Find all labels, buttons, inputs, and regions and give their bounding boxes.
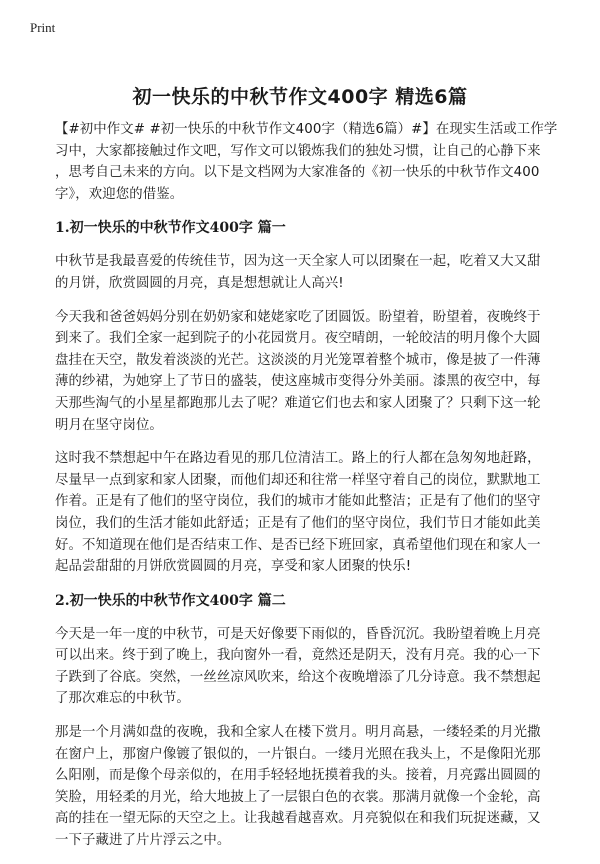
- section-heading: 1.初一快乐的中秋节作文400字 篇一: [55, 220, 286, 237]
- paragraph-line: 这时我不禁想起中午在路边看见的那几位清洁工。路上的行人都在急匆匆地赶路，: [55, 451, 541, 467]
- paragraph-line: 中秋节是我最喜爱的传统佳节，因为这一天全家人可以团聚在一起，吃着又大又甜: [55, 254, 541, 270]
- section-heading: 2.初一快乐的中秋节作文400字 篇二: [55, 592, 286, 609]
- paragraph-line: 了那次难忘的中秋节。: [55, 691, 190, 707]
- paragraph-line: 笑脸，用轻柔的月光，给大地披上了一层银白色的衣裳。那满月就像一个金轮，高: [55, 789, 541, 805]
- paragraph-line: 那是一个月满如盘的夜晚，我和全家人在楼下赏月。明月高悬，一缕轻柔的月光撒: [55, 725, 541, 741]
- paragraph-line: 起品尝甜甜的月饼欣赏圆圆的月亮，享受和家人团聚的快乐!: [55, 559, 412, 575]
- document-body: [55, 119, 558, 864]
- paragraph-line: 么阳刚，而是像个母亲似的，在用手轻轻地抚摸着我的头。接着，月亮露出圆圆的: [55, 768, 541, 784]
- paragraph-line: 子跌到了谷底。突然，一丝丝凉风吹来，给这个夜晚增添了几分诗意。我不禁想起: [55, 669, 541, 685]
- paragraph-line: 的月饼，欣赏圆圆的月亮，真是想想就让人高兴!: [55, 275, 344, 291]
- paragraph: [55, 119, 558, 205]
- paragraph-line: ，思考自己未来的方向。以下是文档网为大家准备的《初一快乐的中秋节作文400: [55, 165, 540, 181]
- paragraph-line: 一下子藏进了片片浮云之中。: [55, 833, 231, 849]
- paragraph-line: 今天是一年一度的中秋节，可是天好像要下雨似的，昏昏沉沉。我盼望着晚上月亮: [55, 626, 541, 642]
- paragraph-line: 字》，欢迎您的借鉴。: [55, 186, 184, 202]
- paragraph: [55, 307, 555, 437]
- paragraph-line: 明月在坚守岗位。: [55, 417, 163, 433]
- paragraph: [55, 251, 555, 294]
- paragraph-line: 天那些淘气的小星星都跑那儿去了呢？难道它们也去和家人团聚了？只剩下这一轮: [55, 395, 541, 411]
- paragraph-line: 在窗户上，那窗户像镀了银似的，一片银白。一缕月光照在我头上，不是像阳光那: [55, 746, 541, 762]
- paragraph-line: 今天我和爸爸妈妈分别在奶奶家和姥姥家吃了团圆饭。盼望着，盼望着，夜晚终于: [55, 309, 541, 325]
- paragraph-line: 习中，大家都接触过作文吧，写作文可以锻炼我们的独处习惯，让自己的心静下来: [55, 143, 541, 159]
- paragraph-line: 可以出来。终于到了晚上，我向窗外一看，竟然还是阴天，没有月亮。我的心一下: [55, 648, 541, 664]
- paragraph-line: 高的挂在一望无际的天空之上。让我越看越喜欢。月亮貌似在和我们玩捉迷藏，又: [55, 811, 541, 827]
- paragraph-line: 作着。正是有了他们的坚守岗位，我们的城市才能如此整洁；正是有了他们的坚守: [55, 494, 541, 510]
- paragraph: [55, 448, 555, 578]
- paragraph-line: 【#初中作文# #初一快乐的中秋节作文400字（精选6篇）#】在现实生活或工作学: [55, 122, 558, 137]
- paragraph-line: 盘挂在天空，散发着淡淡的光芒。这淡淡的月光笼罩着整个城市，像是披了一件薄: [55, 352, 541, 368]
- paragraph-line: 岗位，我们的生活才能如此舒适；正是有了他们的坚守岗位，我们节日才能如此美: [55, 515, 541, 531]
- paragraph-line: 好。不知道现在他们是否结束工作、是否已经下班回家，真希望他们现在和家人一: [55, 537, 541, 553]
- print-link[interactable]: Print: [30, 20, 56, 35]
- paragraph: [55, 624, 555, 710]
- paragraph-line: 薄的纱裙，为她穿上了节日的盛装，使这座城市变得分外美丽。漆黑的夜空中，每: [55, 374, 541, 390]
- paragraph-line: 到来了。我们全家一起到院子的小花园赏月。夜空晴朗，一轮皎洁的明月像个大圆: [55, 331, 541, 347]
- paragraph-line: 尽量早一点到家和家人团聚，而他们却还和往常一样坚守着自己的岗位，默默地工: [55, 472, 541, 488]
- paragraph: [55, 722, 555, 852]
- document-title: 初一快乐的中秋节作文400字 精选6篇: [132, 86, 468, 108]
